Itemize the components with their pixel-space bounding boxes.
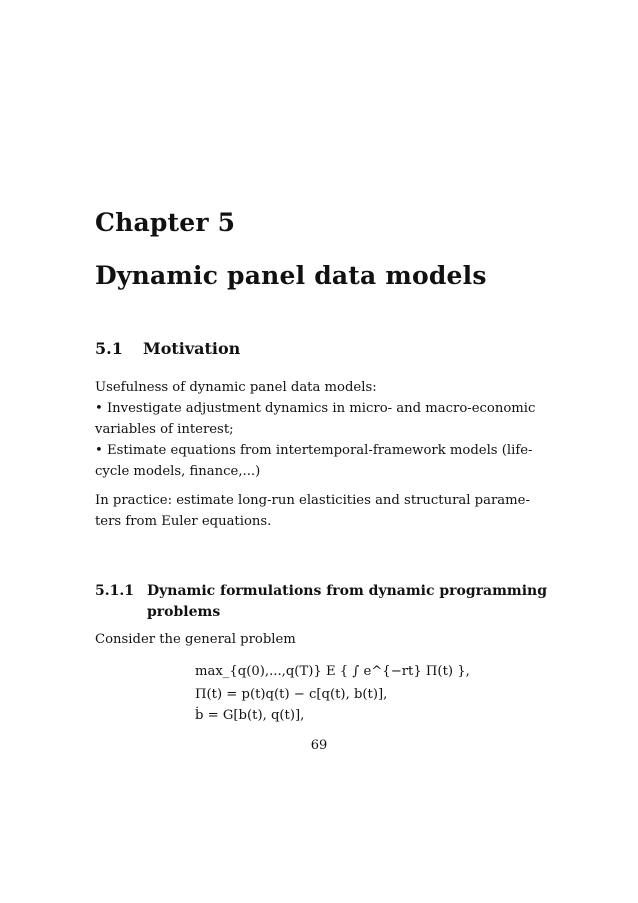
chapter-title: Dynamic panel data models [95,261,487,290]
equation-objective: max_{q(0),...,q(T)} E { ∫ e^{−rt} Π(t) }, [195,664,470,679]
paragraph-line: cycle models, finance,...) [95,464,261,479]
subsection-heading [95,581,547,623]
practice-paragraph [95,490,530,532]
paragraph-line: Usefulness of dynamic panel data models: [95,380,377,395]
equation-profit: Π(t) = p(t)q(t) − c[q(t), b(t)], [195,687,388,702]
paragraph-line: ters from Euler equations. [95,514,272,529]
chapter-label: Chapter 5 [95,208,236,237]
section-number: 5.1 [95,339,123,358]
paragraph-line: variables of interest; [95,422,234,437]
paragraph-line: In practice: estimate long-run elasticities and structural parame- [95,493,530,508]
page-number: 69 [310,738,328,753]
subsection-title [147,581,547,623]
motivation-paragraph [95,377,535,482]
subsection-title-line: problems [147,604,221,620]
paragraph-line: • Investigate adjustment dynamics in micro- and macro-economic [95,401,536,416]
section-heading [95,339,240,358]
problem-intro-text: Consider the general problem [95,632,296,647]
subsection-number: 5.1.1 [95,583,134,599]
paragraph-line: • Estimate equations from intertemporal-framework models (life- [95,443,533,458]
equation-dynamics: ḃ = G[b(t), q(t)], [195,708,305,723]
subsection-title-line: Dynamic formulations from dynamic programming [147,583,548,599]
section-title: Motivation [143,339,241,358]
